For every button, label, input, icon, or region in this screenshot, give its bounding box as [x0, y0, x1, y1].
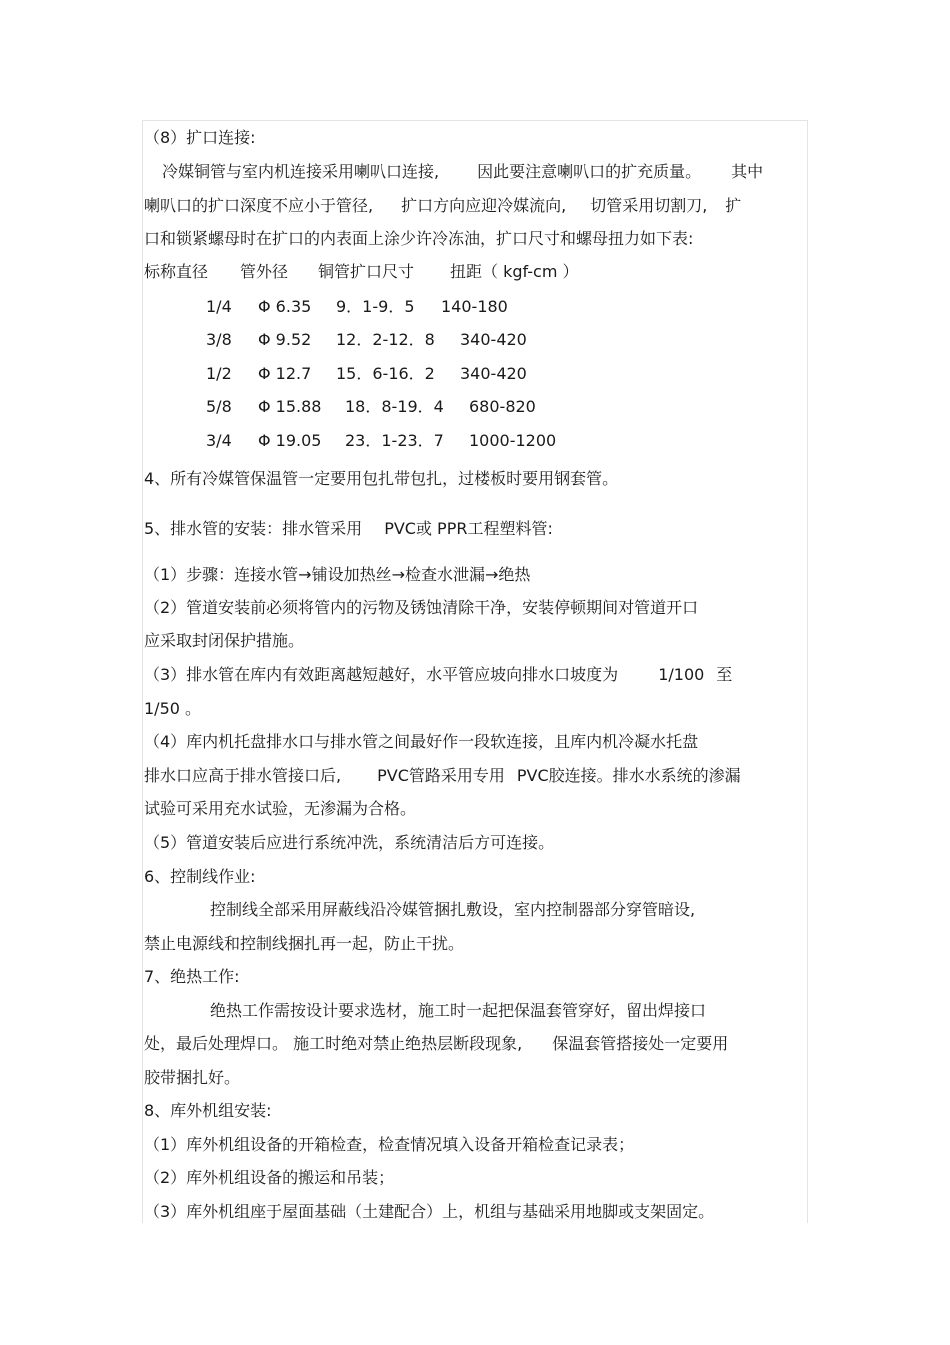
text-span: 5、排水管的安装：排水管采用 — [144, 519, 363, 538]
text-span: 切管采用切割刀, — [590, 196, 708, 215]
paragraph-line — [144, 196, 741, 216]
item-5-step-4: （4）库内机托盘排水口与排水管之间最好作一段软连接，且库内机冷凝水托盘 — [144, 732, 699, 751]
cell-size: 5/8 — [206, 397, 232, 416]
item-7-paragraph-cont2: 胶带捆扎好。 — [144, 1068, 241, 1087]
item-5-step-4-cont — [144, 766, 741, 786]
cell-size: 3/4 — [206, 431, 232, 450]
cell-torque: 680-820 — [469, 397, 536, 416]
item-6-paragraph: 控制线全部采用屏蔽线沿冷媒管捆扎敷设，室内控制器部分穿管暗设, — [210, 900, 696, 919]
text-span: PVC或 PPR工程塑料管: — [384, 519, 553, 538]
cell-od: Φ 15.88 — [258, 397, 322, 416]
text-span: 至 — [716, 665, 733, 684]
cell-torque: 340-420 — [460, 364, 527, 383]
item-4: 4、所有冷媒管保温管一定要用包扎带包扎，过楼板时要用钢套管。 — [144, 469, 619, 488]
cell-torque: 1000-1200 — [469, 431, 557, 450]
cell-size: 1/4 — [206, 297, 232, 316]
text-span: 1/100 — [658, 665, 705, 684]
item-5-heading — [144, 519, 553, 539]
item-8-step-1: （1）库外机组设备的开箱检查，检查情况填入设备开箱检查记录表； — [144, 1135, 635, 1154]
text-span: 其中 — [731, 162, 764, 181]
paragraph-line — [162, 162, 763, 182]
item-8-heading: 8、库外机组安装: — [144, 1101, 272, 1120]
cell-size: 3/8 — [206, 330, 232, 349]
cell-flare: 9．1-9．5 — [336, 297, 415, 316]
cell-torque: 140-180 — [441, 297, 508, 316]
item-7-paragraph-cont — [144, 1034, 728, 1054]
item-7-heading: 7、绝热工作: — [144, 967, 240, 986]
text-span: 因此要注意喇叭口的扩充质量。 — [477, 162, 702, 181]
text-span: 扩 — [725, 196, 742, 215]
item-5-step-2: （2）管道安装前必须将管内的污物及锈蚀清除干净，安装停顿期间对管道开口 — [144, 598, 699, 617]
text-span: 喇叭口的扩口深度不应小于管径, — [144, 196, 374, 215]
text-span: 保温套管搭接处一定要用 — [552, 1034, 729, 1053]
paragraph-line: 口和锁紧螺母时在扩口的内表面上涂少许冷冻油，扩口尺寸和螺母扭力如下表: — [144, 229, 694, 248]
col-header-od: 管外径 — [240, 262, 289, 281]
text-span: PVC管路采用专用 — [377, 766, 505, 785]
cell-flare: 23．1-23．7 — [345, 431, 444, 450]
item-6-heading: 6、控制线作业: — [144, 867, 256, 886]
cell-od: Φ 9.52 — [258, 330, 312, 349]
text-span: 排水口应高于排水管接口后, — [144, 766, 342, 785]
cell-flare: 18．8-19．4 — [345, 397, 444, 416]
item-5-step-5: （5）管道安装后应进行系统冲洗，系统清洁后方可连接。 — [144, 833, 555, 852]
section-8-heading: （8）扩口连接: — [144, 128, 256, 147]
text-span: （3）排水管在库内有效距离越短越好，水平管应坡向排水口坡度为 — [144, 665, 619, 684]
cell-flare: 15．6-16．2 — [336, 364, 435, 383]
cell-size: 1/2 — [206, 364, 232, 383]
item-7-paragraph: 绝热工作需按设计要求选材，施工时一起把保温套管穿好，留出焊接口 — [210, 1001, 707, 1020]
item-5-step-1: （1）步骤：连接水管→铺设加热丝→检查水泄漏→绝热 — [144, 565, 531, 584]
text-span: PVC胶连接。排水水系统的渗漏 — [516, 766, 741, 785]
item-5-step-4-cont2: 试验可采用充水试验，无渗漏为合格。 — [144, 799, 417, 818]
cell-torque: 340-420 — [460, 330, 527, 349]
item-5-step-2-cont: 应采取封闭保护措施。 — [144, 631, 305, 650]
cell-od: Φ 12.7 — [258, 364, 312, 383]
item-5-step-3 — [144, 665, 732, 685]
col-header-size: 标称直径 — [144, 262, 209, 281]
col-header-flare: 铜管扩口尺寸 — [318, 262, 415, 281]
item-8-step-3: （3）库外机组座于屋面基础（土建配合）上，机组与基础采用地脚或支架固定。 — [144, 1202, 715, 1221]
text-span: 冷媒铜管与室内机连接采用喇叭口连接, — [162, 162, 440, 181]
item-6-paragraph-cont: 禁止电源线和控制线捆扎再一起，防止干扰。 — [144, 934, 465, 953]
cell-flare: 12．2-12．8 — [336, 330, 435, 349]
text-span: 处，最后处理焊口。 施工时绝对禁止绝热层断段现象, — [144, 1034, 523, 1053]
col-header-torque: 扭距（ kgf-cm ） — [450, 262, 579, 281]
item-8-step-2: （2）库外机组设备的搬运和吊装； — [144, 1168, 395, 1187]
item-5-step-3-cont: 1/50 。 — [144, 699, 202, 718]
cell-od: Φ 6.35 — [258, 297, 312, 316]
cell-od: Φ 19.05 — [258, 431, 322, 450]
text-span: 扩口方向应迎冷媒流向, — [401, 196, 567, 215]
